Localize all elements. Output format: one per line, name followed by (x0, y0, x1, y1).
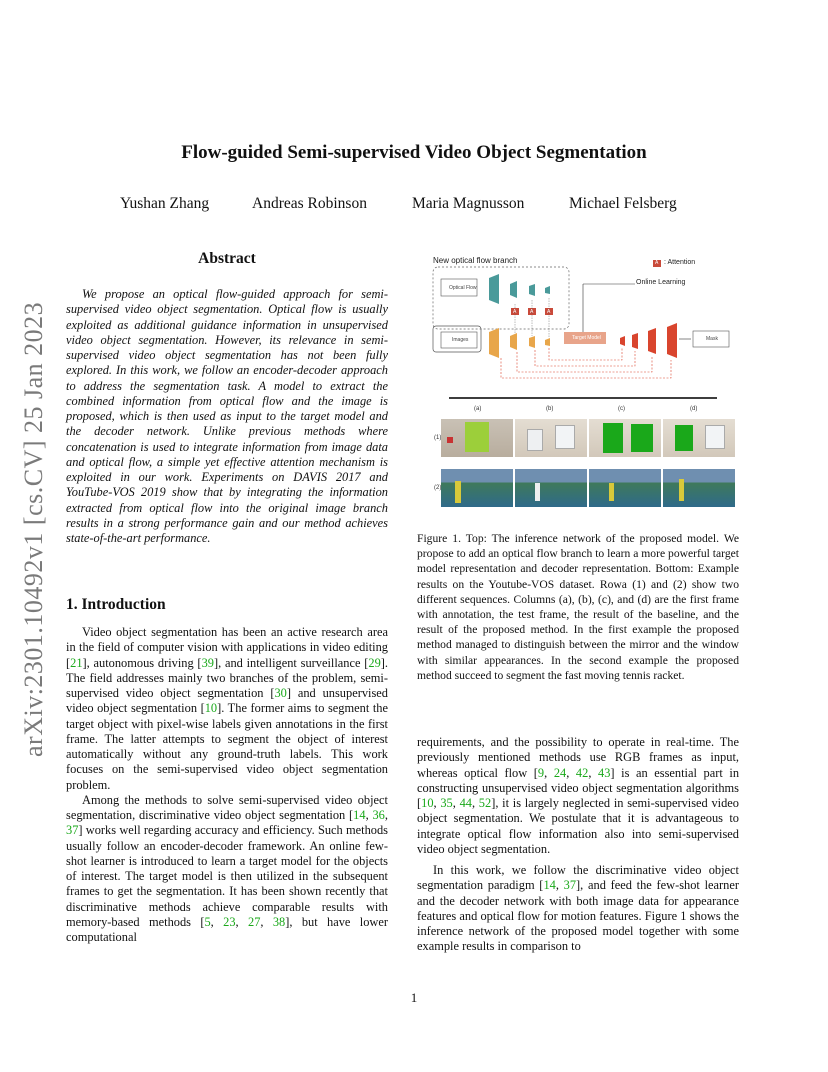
citation-link[interactable]: 10 (204, 701, 218, 716)
target-model-label: Target Model (572, 335, 601, 341)
citation-link[interactable]: 27 (248, 914, 261, 929)
flow-encoder-block (510, 281, 517, 298)
citation-link[interactable]: 14 (353, 808, 366, 822)
optical-flow-label: Optical Flow (449, 285, 477, 291)
images-label: Images (452, 337, 469, 343)
arxiv-stamp: arXiv:2301.10492v1 [cs.CV] 25 Jan 2023 (19, 301, 48, 757)
network-diagram (417, 248, 739, 408)
result-thumbnail-2d (663, 469, 735, 507)
citation-link[interactable]: 35 (440, 796, 453, 810)
intro-paragraph-2: Among the methods to solve semi-supervised video object segmentation, discriminative video object segmentation [14, 36, 37] works well regarding accuracy and efficiency. Such methods usually follow an encoder-decoder framework. An online few-shot learner is introduced to learn a target model for the objects of interest. The target model is then utilized in the subsequent frames to get the segmentation. It has been shown recently that discriminative methods achieve comparable results with memory-based methods [5, 23, 27, 38], but have lower computational (66, 792, 388, 944)
citation-link[interactable]: 37 (563, 878, 577, 893)
author-2: Andreas Robinson (252, 195, 367, 212)
decoder-block (667, 323, 677, 358)
attention-legend: : Attention (664, 259, 696, 266)
citation-link[interactable]: 39 (201, 655, 214, 670)
image-encoder-block (510, 333, 517, 350)
abstract-heading: Abstract (198, 250, 256, 267)
figure-caption: Figure 1. Top: The inference network of the proposed model. We propose to add an optical flow branch to learn a more powerful target model representation and decoder representation. Bottom: Example results on the Youtube-VOS dataset. Rowa (1) and (2) show two different sequences. Columns (a), (b), (c), and (d) are the first frame with annotation, the test frame, the result of the baseline, and the result of the proposed method. In the first example the proposed method managed to distinguish between the mirror and the window with similar appearances. In the second example the proposed method succeed to segment the fast moving tennis racket. (417, 532, 739, 682)
result-thumbnail-1c (589, 419, 661, 457)
legend-attention-letter: A (655, 260, 659, 266)
column-label-c: (c) (618, 406, 625, 412)
intro-body (66, 625, 388, 945)
decoder-block (648, 328, 656, 354)
result-thumbnail-2c (589, 469, 661, 507)
flow-encoder-block (545, 286, 550, 294)
image-encoder-block (545, 338, 550, 346)
abstract-paragraph: We propose an optical flow-guided approach for semi-supervised video object segmentation. Optical flow is usually exploited as additional guidance information in unsupervised video object segmentation. However, its relevance in semi-supervised video object segmentation has not been fully explored. In this work, we follow an encoder-decoder approach to address the segmentation task. A model to extract the combined information from optical flow and the image is proposed, which is then used as input to the target model and the decoder network. Unlike previous methods where concatenation is used to integrate information from image data and optical flow, a simple yet effective attention mechanism is exploited in our work. Experiments on DAVIS 2017 and YouTube-VOS 2019 show that by integrating the information extracted from optical flow into the original image branch results in a strong performance gain and our method achieves state-of-the-art performance. (66, 287, 388, 545)
result-thumbnail-1d (663, 419, 735, 457)
column-label-a: (a) (474, 406, 482, 412)
result-thumbnail-2a (441, 469, 513, 507)
citation-link[interactable]: 43 (598, 765, 611, 780)
image-encoder-block (489, 328, 499, 358)
citation-link[interactable]: 37 (66, 823, 79, 838)
decoder-block (620, 336, 625, 346)
citation-link[interactable]: 44 (459, 796, 472, 810)
citation-link[interactable]: 42 (575, 765, 589, 780)
column-label-d: (d) (690, 406, 698, 412)
citation-link[interactable]: 36 (372, 808, 385, 822)
author-1: Yushan Zhang (120, 195, 210, 212)
page-number: 1 (410, 990, 418, 1005)
citation-link[interactable]: 23 (223, 914, 236, 929)
mask-label: Mask (706, 336, 718, 342)
decoder-block (632, 333, 638, 349)
result-thumbnail-2b (515, 469, 587, 507)
citation-link[interactable]: 5 (204, 914, 211, 929)
section-heading: 1. Introduction (66, 596, 166, 613)
branch-label: New optical flow branch (433, 256, 518, 265)
abstract-body (66, 287, 388, 546)
citation-link[interactable]: 14 (543, 878, 556, 893)
citation-link[interactable]: 30 (274, 686, 287, 700)
author-3: Maria Magnusson (412, 195, 525, 212)
citation-link[interactable]: 21 (70, 655, 83, 670)
citation-link[interactable]: 24 (553, 765, 567, 780)
citation-link[interactable]: 38 (272, 914, 286, 929)
flow-encoder-block (489, 274, 499, 304)
flow-encoder-block (529, 284, 535, 296)
attention-mark-letter: A (513, 309, 517, 315)
figure-1-diagram (417, 248, 739, 430)
citation-link[interactable]: 29 (368, 655, 381, 670)
right-paragraph-1: requirements, and the possibility to operate in real-time. The previously mentioned methods use RGB frames as input, whereas optical flow [9, 24, 42, 43] is an essential part in constructing unsupervised video object segmentation algorithms [10, 35, 44, 52], it is largely neglected in semi-supervised video object segmentation. We postulate that it is advantageous to integrate optical flow information also into semi-supervised video object segmentation. (417, 735, 740, 856)
paper-title: Flow-guided Semi-supervised Video Object Segmentation (181, 142, 647, 163)
citation-link[interactable]: 10 (421, 796, 434, 810)
row-label-2: (2) (434, 485, 442, 491)
row-label-1: (1) (434, 435, 442, 441)
online-learning-label: Online Learning (636, 279, 686, 286)
attention-mark-letter: A (547, 309, 551, 315)
author-4: Michael Felsberg (569, 195, 677, 212)
right-column-body (417, 735, 739, 955)
image-encoder-block (529, 336, 535, 348)
citation-link[interactable]: 9 (537, 765, 545, 780)
column-label-b: (b) (546, 406, 554, 412)
citation-link[interactable]: 52 (478, 796, 492, 810)
right-paragraph-2: In this work, we follow the discriminative video object segmentation paradigm [14, 37], and feed the few-shot learner and the decoder network with both image data for appearance features and optical flow for motion features. Figure 1 shows the inference network of the proposed model together with some example results in comparison to (417, 863, 739, 954)
result-thumbnail-1b (515, 419, 587, 457)
result-thumbnail-1a (441, 419, 513, 457)
attention-mark-letter: A (530, 309, 534, 315)
intro-paragraph-1: Video object segmentation has been an active research area in the field of computer vision with applications in video editing [21], autonomous driving [39], and intelligent surveillance [29]. The field addresses mainly two branches of the problem, semi-supervised video object segmentation [30] and unsupervised video object segmentation [10]. The former aims to segment the target object with pixel-wise labels given annotations in the first frame. The latter attempts to segment the object of interest automatically without any ground-truth labels. This work focuses on the semi-supervised video object segmentation problem. (66, 625, 388, 792)
